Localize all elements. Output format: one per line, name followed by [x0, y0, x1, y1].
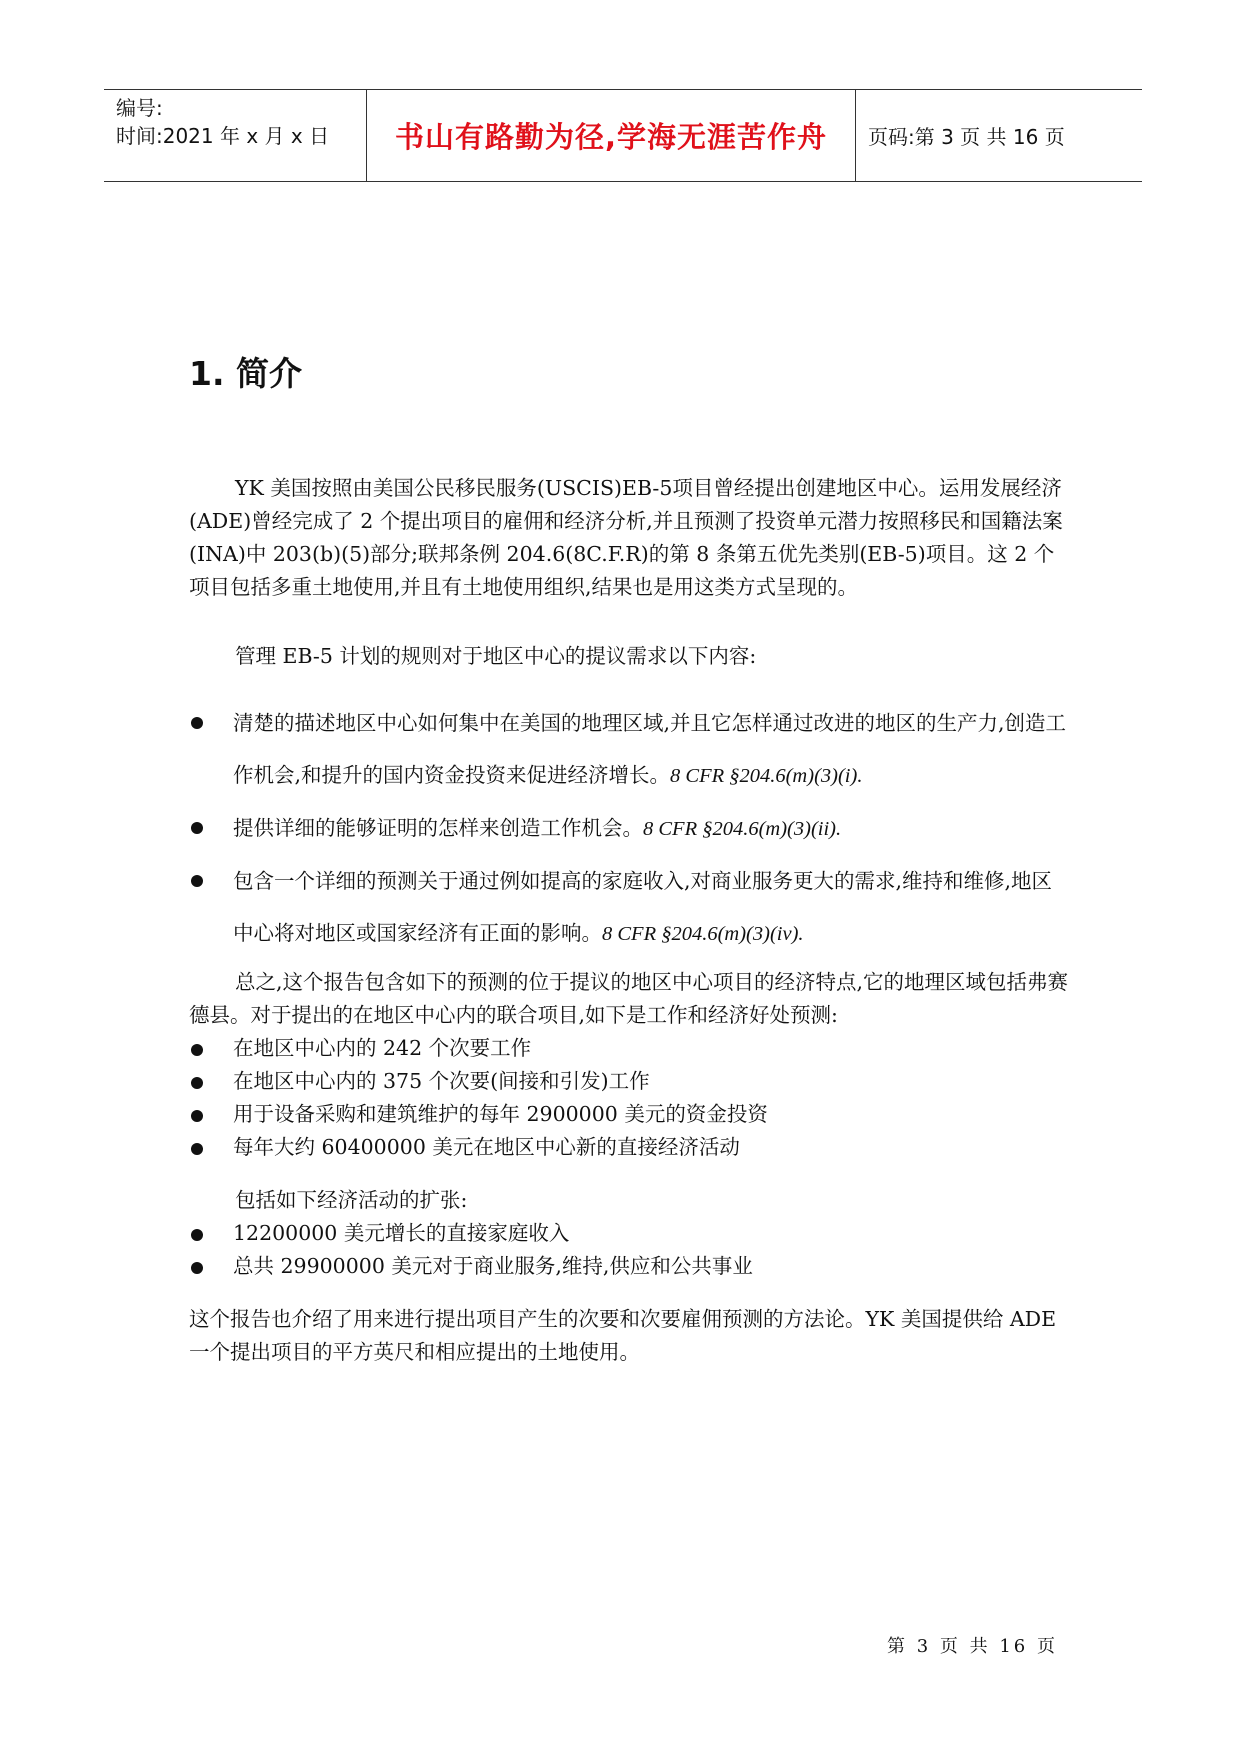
methodology-paragraph: 这个报告也介绍了用来进行提出项目产生的次要和次要雇佣预测的方法论。YK 美国提供给 ADE 一个提出项目的平方英尺和相应提出的土地使用。	[189, 1307, 1057, 1364]
document-body	[189, 472, 1069, 1369]
list-item: 在地区中心内的 375 个次要(间接和引发)工作	[189, 1065, 1069, 1098]
page-footer: 第 3 页 共 16 页	[887, 1636, 1058, 1657]
citation: 8 CFR §204.6(m)(3)(i).	[670, 765, 863, 787]
list-item	[189, 697, 1069, 802]
header-motto-cell	[367, 90, 856, 181]
header-table	[104, 89, 1142, 182]
list-item-text: 提供详细的能够证明的怎样来创造工作机会。	[233, 816, 643, 840]
requirements-list	[189, 697, 1069, 960]
list-item	[189, 855, 1069, 960]
header-right-cell	[856, 90, 1142, 181]
requirements-lead: 管理 EB-5 计划的规则对于地区中心的提议需求以下内容:	[235, 644, 757, 668]
intro-paragraph: YK 美国按照由美国公民移民服务(USCIS)EB-5项目曾经提出创建地区中心。运用发展经济(ADE)曾经完成了 2 个提出项目的雇佣和经济分析,并且预测了投资单元潜力按照移民和国籍法案(INA)中 203(b)(5)部分;联邦条例 204.6(8C.F.R)的第 8 条第五优先类别(EB-5)项目。这 2 个项目包括多重土地使用,并且有土地使用组织,结果也是用这类方式呈现的。	[189, 476, 1063, 599]
list-item-text: 包含一个详细的预测关于通过例如提高的家庭收入,对商业服务更大的需求,维持和维修,地区中心将对地区或国家经济有正面的影响。	[233, 869, 1053, 945]
serial-label: 编号:	[116, 96, 163, 120]
header-left-cell	[104, 90, 367, 181]
expansion-list	[189, 1217, 1069, 1283]
list-item: 在地区中心内的 242 个次要工作	[189, 1032, 1069, 1065]
summary-paragraph: 总之,这个报告包含如下的预测的位于提议的地区中心项目的经济特点,它的地理区域包括弗赛德县。对于提出的在地区中心内的联合项目,如下是工作和经济好处预测:	[189, 970, 1069, 1027]
citation: 8 CFR §204.6(m)(3)(ii).	[643, 818, 842, 840]
page-code: 页码:第 3 页 共 16 页	[868, 125, 1065, 149]
motto: 书山有路勤为径,学海无涯苦作舟	[394, 120, 828, 154]
list-item-text: 清楚的描述地区中心如何集中在美国的地理区域,并且它怎样通过改进的地区的生产力,创造工作机会,和提升的国内资金投资来促进经济增长。	[233, 711, 1067, 787]
list-item: 每年大约 60400000 美元在地区中心新的直接经济活动	[189, 1131, 1069, 1164]
section-title: 1. 简介	[189, 354, 302, 393]
date-label: 时间:2021 年 x 月 x 日	[116, 124, 330, 148]
expansion-lead: 包括如下经济活动的扩张:	[235, 1188, 468, 1212]
list-item: 用于设备采购和建筑维护的每年 2900000 美元的资金投资	[189, 1098, 1069, 1131]
benefits-list	[189, 1032, 1069, 1164]
citation: 8 CFR §204.6(m)(3)(iv).	[602, 923, 804, 945]
list-item: 12200000 美元增长的直接家庭收入	[189, 1217, 1069, 1250]
list-item: 总共 29900000 美元对于商业服务,维持,供应和公共事业	[189, 1250, 1069, 1283]
list-item	[189, 802, 1069, 855]
